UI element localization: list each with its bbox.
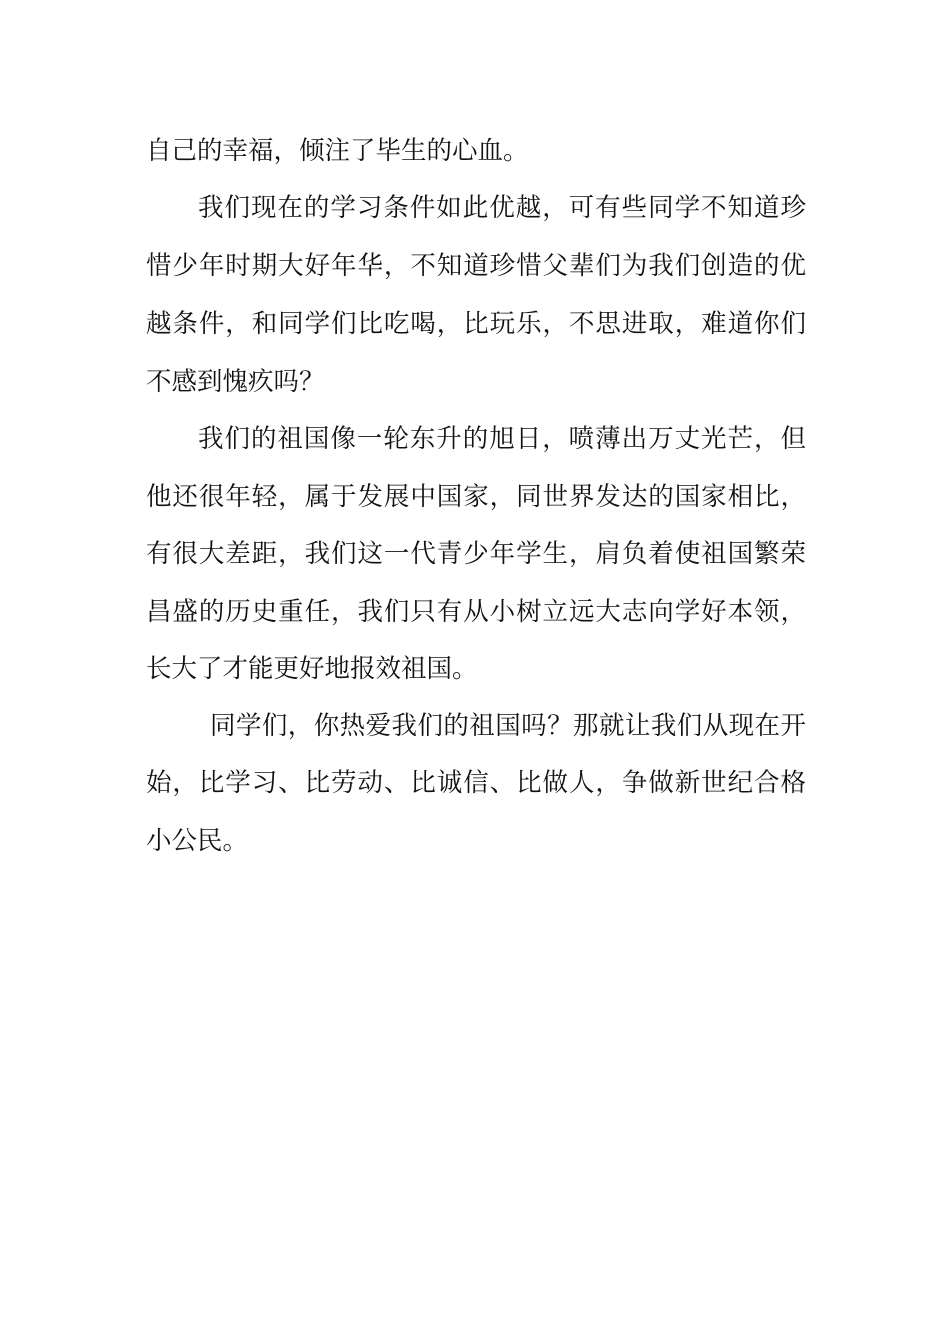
paragraph-3-line-1: 我们的祖国像一轮东升的旭日，喷薄出万丈光芒，但 [198, 424, 806, 454]
paragraph-3-line-4: 昌盛的历史重任，我们只有从小树立远大志向学好本领， [146, 597, 806, 627]
paragraph-4-line-3: 小公民。 [146, 826, 249, 856]
paragraph-2-line-4: 不感到愧疚吗？ [146, 367, 325, 397]
paragraph-4-line-2: 始，比学习、比劳动、比诚信、比做人，争做新世纪合格 [146, 768, 806, 798]
paragraph-2-line-1: 我们现在的学习条件如此优越，可有些同学不知道珍 [198, 193, 806, 223]
paragraph-1-line-1: 自己的幸福，倾注了毕生的心血。 [146, 136, 529, 166]
paragraph-3-line-3: 有很大差距，我们这一代青少年学生，肩负着使祖国繁荣 [146, 539, 806, 569]
paragraph-3-line-2: 他还很年轻，属于发展中国家，同世界发达的国家相比， [146, 482, 806, 512]
paragraph-2-line-2: 惜少年时期大好年华，不知道珍惜父辈们为我们创造的优 [146, 251, 806, 281]
paragraph-4-line-1: 同学们，你热爱我们的祖国吗？那就让我们从现在开 [210, 711, 806, 741]
paragraph-2-line-3: 越条件，和同学们比吃喝，比玩乐，不思进取，难道你们 [146, 309, 806, 339]
paragraph-3-line-5: 长大了才能更好地报效祖国。 [146, 654, 478, 684]
